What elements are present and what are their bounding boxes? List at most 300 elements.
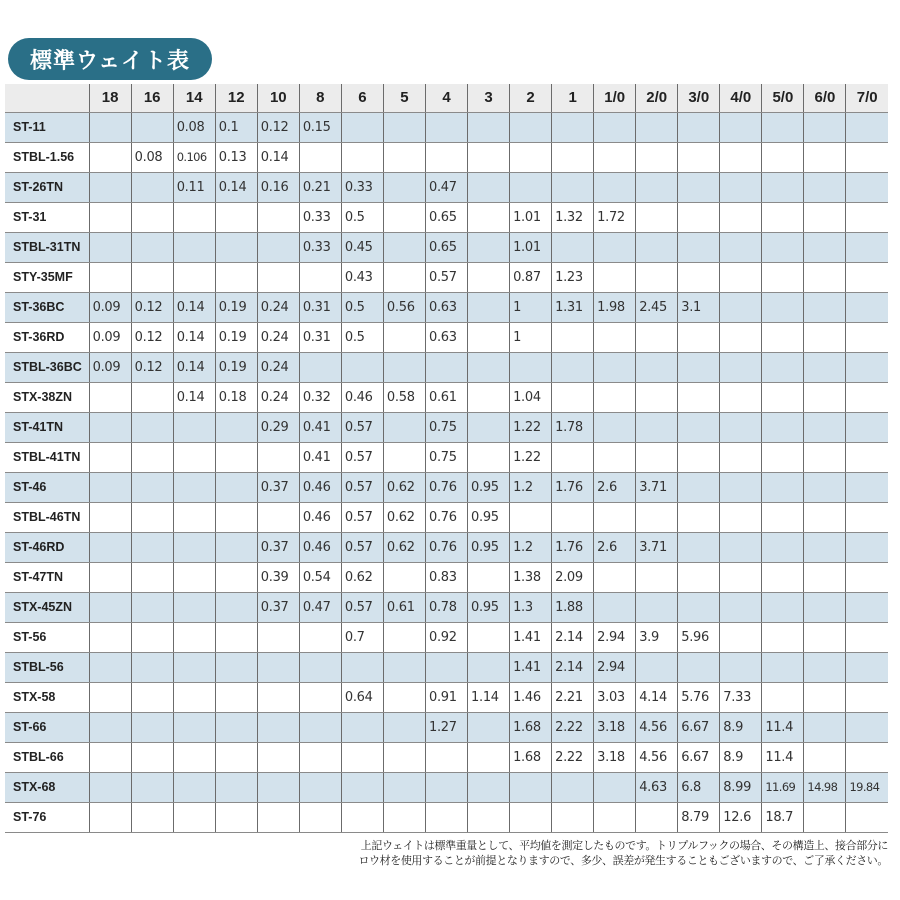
weight-cell	[594, 592, 636, 622]
weight-cell: 0.64	[341, 682, 383, 712]
weight-cell	[383, 172, 425, 202]
model-name-cell: STBL-31TN	[5, 232, 89, 262]
weight-cell: 1	[510, 292, 552, 322]
weight-cell	[720, 652, 762, 682]
weight-cell	[510, 172, 552, 202]
weight-cell	[762, 622, 804, 652]
column-header-hook-size: 2	[510, 84, 552, 112]
weight-cell	[804, 532, 846, 562]
weight-cell	[804, 442, 846, 472]
weight-cell: 0.57	[425, 262, 467, 292]
weight-cell	[299, 682, 341, 712]
weight-cell: 3.9	[636, 622, 678, 652]
weight-cell	[846, 382, 888, 412]
model-name-cell: STX-38ZN	[5, 382, 89, 412]
weight-cell: 0.57	[341, 472, 383, 502]
weight-cell: 0.75	[425, 442, 467, 472]
weight-cell	[341, 802, 383, 832]
weight-cell	[678, 172, 720, 202]
weight-cell	[846, 802, 888, 832]
weight-cell: 2.14	[552, 652, 594, 682]
weight-cell	[762, 652, 804, 682]
weight-cell	[257, 442, 299, 472]
weight-cell: 19.84	[846, 772, 888, 802]
weight-cell: 0.58	[383, 382, 425, 412]
weight-cell: 1.14	[468, 682, 510, 712]
weight-cell: 4.63	[636, 772, 678, 802]
weight-cell	[173, 202, 215, 232]
weight-cell	[89, 472, 131, 502]
weight-cell	[131, 202, 173, 232]
weight-cell: 0.08	[131, 142, 173, 172]
weight-cell: 0.95	[468, 532, 510, 562]
weight-cell	[594, 322, 636, 352]
weight-cell	[762, 382, 804, 412]
weight-cell	[468, 202, 510, 232]
weight-cell	[173, 592, 215, 622]
weight-cell: 6.67	[678, 712, 720, 742]
weight-cell	[173, 712, 215, 742]
weight-cell	[89, 232, 131, 262]
weight-cell	[215, 232, 257, 262]
weight-cell	[720, 232, 762, 262]
weight-cell	[846, 442, 888, 472]
weight-cell: 2.22	[552, 712, 594, 742]
table-row	[5, 172, 888, 202]
weight-cell	[720, 592, 762, 622]
weight-cell	[341, 712, 383, 742]
weight-cell	[341, 112, 383, 142]
column-header-hook-size: 18	[89, 84, 131, 112]
weight-cell: 8.79	[678, 802, 720, 832]
weight-cell	[173, 562, 215, 592]
weight-cell	[383, 322, 425, 352]
weight-cell	[215, 682, 257, 712]
column-header-hook-size: 8	[299, 84, 341, 112]
weight-cell	[594, 352, 636, 382]
weight-cell	[425, 142, 467, 172]
weight-cell	[173, 682, 215, 712]
weight-cell	[804, 562, 846, 592]
column-header-hook-size: 7/0	[846, 84, 888, 112]
weight-cell	[804, 322, 846, 352]
weight-cell: 0.14	[257, 142, 299, 172]
weight-cell	[804, 472, 846, 502]
column-header-hook-size: 3	[468, 84, 510, 112]
weight-cell	[299, 352, 341, 382]
weight-cell	[131, 382, 173, 412]
table-row	[5, 562, 888, 592]
weight-cell	[846, 502, 888, 532]
weight-cell: 2.09	[552, 562, 594, 592]
weight-cell	[173, 652, 215, 682]
weight-cell	[678, 112, 720, 142]
weight-cell	[846, 562, 888, 592]
weight-cell	[678, 232, 720, 262]
weight-cell	[804, 352, 846, 382]
weight-cell	[846, 592, 888, 622]
weight-cell: 2.14	[552, 622, 594, 652]
weight-cell	[510, 352, 552, 382]
weight-cell	[468, 112, 510, 142]
weight-cell: 0.63	[425, 292, 467, 322]
weight-cell: 6.67	[678, 742, 720, 772]
weight-cell	[720, 502, 762, 532]
weight-cell	[636, 172, 678, 202]
weight-cell	[804, 742, 846, 772]
weight-cell	[720, 112, 762, 142]
weight-cell	[762, 292, 804, 322]
weight-cell	[720, 262, 762, 292]
weight-cell	[678, 412, 720, 442]
weight-cell: 0.47	[425, 172, 467, 202]
weight-cell: 2.6	[594, 472, 636, 502]
weight-cell: 1.76	[552, 472, 594, 502]
weight-cell	[762, 202, 804, 232]
weight-cell	[762, 592, 804, 622]
weight-cell: 0.5	[341, 202, 383, 232]
weight-cell: 0.95	[468, 592, 510, 622]
weight-cell: 0.76	[425, 532, 467, 562]
model-name-cell: STY-35MF	[5, 262, 89, 292]
weight-cell	[552, 772, 594, 802]
column-header-hook-size: 14	[173, 84, 215, 112]
weight-cell	[804, 622, 846, 652]
weight-cell: 1.98	[594, 292, 636, 322]
weight-cell	[678, 592, 720, 622]
weight-cell	[173, 622, 215, 652]
weight-cell: 0.33	[299, 202, 341, 232]
weight-cell: 11.4	[762, 712, 804, 742]
weight-cell	[594, 142, 636, 172]
column-header-hook-size: 5	[383, 84, 425, 112]
weight-cell: 0.46	[299, 472, 341, 502]
weight-cell	[594, 412, 636, 442]
model-name-cell: ST-56	[5, 622, 89, 652]
weight-cell	[804, 652, 846, 682]
weight-cell	[131, 532, 173, 562]
table-row	[5, 292, 888, 322]
weight-cell	[299, 712, 341, 742]
weight-cell	[636, 502, 678, 532]
weight-cell	[468, 652, 510, 682]
weight-cell	[131, 472, 173, 502]
weight-cell	[383, 772, 425, 802]
weight-cell	[720, 532, 762, 562]
weight-cell: 4.14	[636, 682, 678, 712]
weight-cell	[468, 742, 510, 772]
weight-cell	[131, 712, 173, 742]
weight-cell: 0.24	[257, 382, 299, 412]
weight-cell: 0.78	[425, 592, 467, 622]
weight-cell: 0.13	[215, 142, 257, 172]
table-row	[5, 352, 888, 382]
weight-cell	[89, 682, 131, 712]
column-header-hook-size: 3/0	[678, 84, 720, 112]
weight-cell	[846, 652, 888, 682]
weight-cell	[552, 352, 594, 382]
weight-cell	[173, 472, 215, 502]
weight-cell	[510, 142, 552, 172]
weight-cell	[720, 562, 762, 592]
weight-cell	[341, 352, 383, 382]
weight-cell	[299, 652, 341, 682]
weight-cell: 1.46	[510, 682, 552, 712]
weight-cell	[425, 802, 467, 832]
weight-cell	[636, 322, 678, 352]
weight-cell: 3.03	[594, 682, 636, 712]
weight-cell: 0.83	[425, 562, 467, 592]
weight-cell	[804, 172, 846, 202]
weight-cell	[846, 352, 888, 382]
weight-cell	[383, 232, 425, 262]
weight-cell	[636, 142, 678, 172]
weight-cell	[594, 382, 636, 412]
weight-cell: 1.3	[510, 592, 552, 622]
weight-cell	[89, 262, 131, 292]
table-row	[5, 232, 888, 262]
weight-cell	[215, 502, 257, 532]
column-header-hook-size: 5/0	[762, 84, 804, 112]
model-name-cell: STX-45ZN	[5, 592, 89, 622]
weight-cell	[468, 292, 510, 322]
weight-cell: 1.01	[510, 202, 552, 232]
weight-cell: 1.22	[510, 412, 552, 442]
weight-cell	[89, 112, 131, 142]
table-row	[5, 712, 888, 742]
weight-cell: 2.94	[594, 652, 636, 682]
table-row	[5, 652, 888, 682]
weight-cell	[131, 652, 173, 682]
weight-cell	[552, 322, 594, 352]
table-row	[5, 142, 888, 172]
weight-cell	[762, 232, 804, 262]
weight-cell: 4.56	[636, 742, 678, 772]
weight-cell	[425, 742, 467, 772]
weight-cell: 2.94	[594, 622, 636, 652]
weight-cell	[510, 502, 552, 532]
weight-cell: 0.57	[341, 532, 383, 562]
column-header-hook-size: 1	[552, 84, 594, 112]
weight-cell	[89, 382, 131, 412]
weight-cell	[89, 712, 131, 742]
column-header-hook-size: 10	[257, 84, 299, 112]
weight-cell: 0.76	[425, 502, 467, 532]
weight-cell: 2.45	[636, 292, 678, 322]
weight-cell: 0.92	[425, 622, 467, 652]
model-name-cell: ST-41TN	[5, 412, 89, 442]
weight-cell: 0.09	[89, 352, 131, 382]
weight-cell	[89, 142, 131, 172]
weight-cell	[299, 802, 341, 832]
weight-cell	[636, 382, 678, 412]
weight-cell	[720, 322, 762, 352]
weight-cell	[762, 112, 804, 142]
table-row	[5, 802, 888, 832]
weight-cell	[131, 232, 173, 262]
weight-cell	[89, 772, 131, 802]
model-name-cell: ST-36BC	[5, 292, 89, 322]
table-row	[5, 262, 888, 292]
weight-cell: 0.57	[341, 502, 383, 532]
weight-cell	[468, 352, 510, 382]
weight-cell: 0.91	[425, 682, 467, 712]
weight-cell	[131, 502, 173, 532]
weight-cell: 0.14	[173, 322, 215, 352]
weight-cell	[678, 352, 720, 382]
weight-cell	[720, 412, 762, 442]
weight-cell	[173, 232, 215, 262]
weight-cell	[299, 262, 341, 292]
weight-cell: 0.65	[425, 202, 467, 232]
weight-cell: 0.39	[257, 562, 299, 592]
weight-cell	[846, 622, 888, 652]
table-header-row	[5, 84, 888, 112]
weight-cell	[636, 442, 678, 472]
weight-cell	[636, 202, 678, 232]
weight-cell: 0.57	[341, 592, 383, 622]
weight-cell	[383, 742, 425, 772]
weight-cell: 1.88	[552, 592, 594, 622]
weight-cell	[636, 592, 678, 622]
weight-cell: 0.19	[215, 352, 257, 382]
weight-cell	[552, 112, 594, 142]
weight-cell	[468, 142, 510, 172]
weight-cell: 0.46	[341, 382, 383, 412]
weight-cell	[173, 742, 215, 772]
weight-cell	[215, 592, 257, 622]
table-row	[5, 472, 888, 502]
weight-cell: 2.21	[552, 682, 594, 712]
weight-cell: 0.106	[173, 142, 215, 172]
weight-cell: 0.08	[173, 112, 215, 142]
weight-cell	[131, 682, 173, 712]
weight-cell	[804, 712, 846, 742]
weight-cell: 1.41	[510, 622, 552, 652]
weight-cell: 0.33	[299, 232, 341, 262]
weight-cell: 1.31	[552, 292, 594, 322]
weight-cell	[762, 472, 804, 502]
weight-cell	[215, 202, 257, 232]
weight-cell	[846, 292, 888, 322]
weight-cell: 0.62	[341, 562, 383, 592]
weight-cell	[89, 802, 131, 832]
model-name-cell: STX-58	[5, 682, 89, 712]
weight-cell	[131, 412, 173, 442]
weight-cell	[636, 262, 678, 292]
weight-cell	[383, 202, 425, 232]
weight-cell	[131, 172, 173, 202]
weight-cell	[762, 142, 804, 172]
weight-cell	[257, 712, 299, 742]
weight-cell: 0.62	[383, 532, 425, 562]
weight-cell: 1.68	[510, 742, 552, 772]
weight-cell	[846, 532, 888, 562]
weight-cell	[594, 232, 636, 262]
weight-cell	[383, 412, 425, 442]
model-name-cell: ST-46	[5, 472, 89, 502]
weight-cell: 0.14	[173, 292, 215, 322]
weight-cell	[215, 532, 257, 562]
weight-cell	[636, 802, 678, 832]
weight-cell: 14.98	[804, 772, 846, 802]
weight-cell: 0.7	[341, 622, 383, 652]
table-row	[5, 112, 888, 142]
weight-cell	[594, 172, 636, 202]
weight-cell: 0.76	[425, 472, 467, 502]
weight-cell	[762, 442, 804, 472]
weight-cell	[89, 172, 131, 202]
page-title: 標準ウェイト表	[8, 38, 212, 80]
weight-cell	[131, 262, 173, 292]
weight-cell	[425, 772, 467, 802]
weight-cell: 0.47	[299, 592, 341, 622]
weight-cell	[720, 352, 762, 382]
weight-cell	[468, 442, 510, 472]
weight-cell: 0.57	[341, 442, 383, 472]
model-name-cell: ST-31	[5, 202, 89, 232]
weight-cell	[383, 682, 425, 712]
weight-cell	[425, 112, 467, 142]
weight-cell: 5.76	[678, 682, 720, 712]
weight-cell	[678, 262, 720, 292]
weight-cell	[383, 802, 425, 832]
weight-cell: 3.71	[636, 472, 678, 502]
table-row	[5, 742, 888, 772]
weight-cell	[762, 352, 804, 382]
weight-cell	[678, 202, 720, 232]
column-header-hook-size: 1/0	[594, 84, 636, 112]
weight-cell	[383, 142, 425, 172]
weight-cell: 11.4	[762, 742, 804, 772]
weight-cell	[173, 412, 215, 442]
weight-cell	[762, 322, 804, 352]
weight-cell	[804, 202, 846, 232]
weight-cell	[804, 412, 846, 442]
table-row	[5, 682, 888, 712]
table-row	[5, 502, 888, 532]
weight-cell	[804, 592, 846, 622]
weight-table	[5, 84, 888, 833]
weight-cell	[804, 802, 846, 832]
weight-cell	[383, 352, 425, 382]
weight-cell	[131, 802, 173, 832]
column-header-hook-size: 16	[131, 84, 173, 112]
table-row	[5, 382, 888, 412]
model-name-cell: ST-66	[5, 712, 89, 742]
weight-cell	[468, 622, 510, 652]
table-row	[5, 772, 888, 802]
weight-cell	[257, 202, 299, 232]
weight-cell: 0.09	[89, 292, 131, 322]
weight-cell: 3.1	[678, 292, 720, 322]
model-name-cell: STBL-1.56	[5, 142, 89, 172]
table-row	[5, 202, 888, 232]
weight-cell	[468, 262, 510, 292]
weight-cell	[594, 442, 636, 472]
weight-cell	[720, 622, 762, 652]
weight-cell	[762, 682, 804, 712]
weight-cell: 1.2	[510, 472, 552, 502]
weight-cell	[594, 772, 636, 802]
weight-cell	[594, 502, 636, 532]
weight-cell	[552, 442, 594, 472]
weight-cell: 0.95	[468, 472, 510, 502]
column-header-hook-size: 4/0	[720, 84, 762, 112]
weight-cell	[215, 802, 257, 832]
weight-cell	[804, 382, 846, 412]
weight-cell: 1.2	[510, 532, 552, 562]
